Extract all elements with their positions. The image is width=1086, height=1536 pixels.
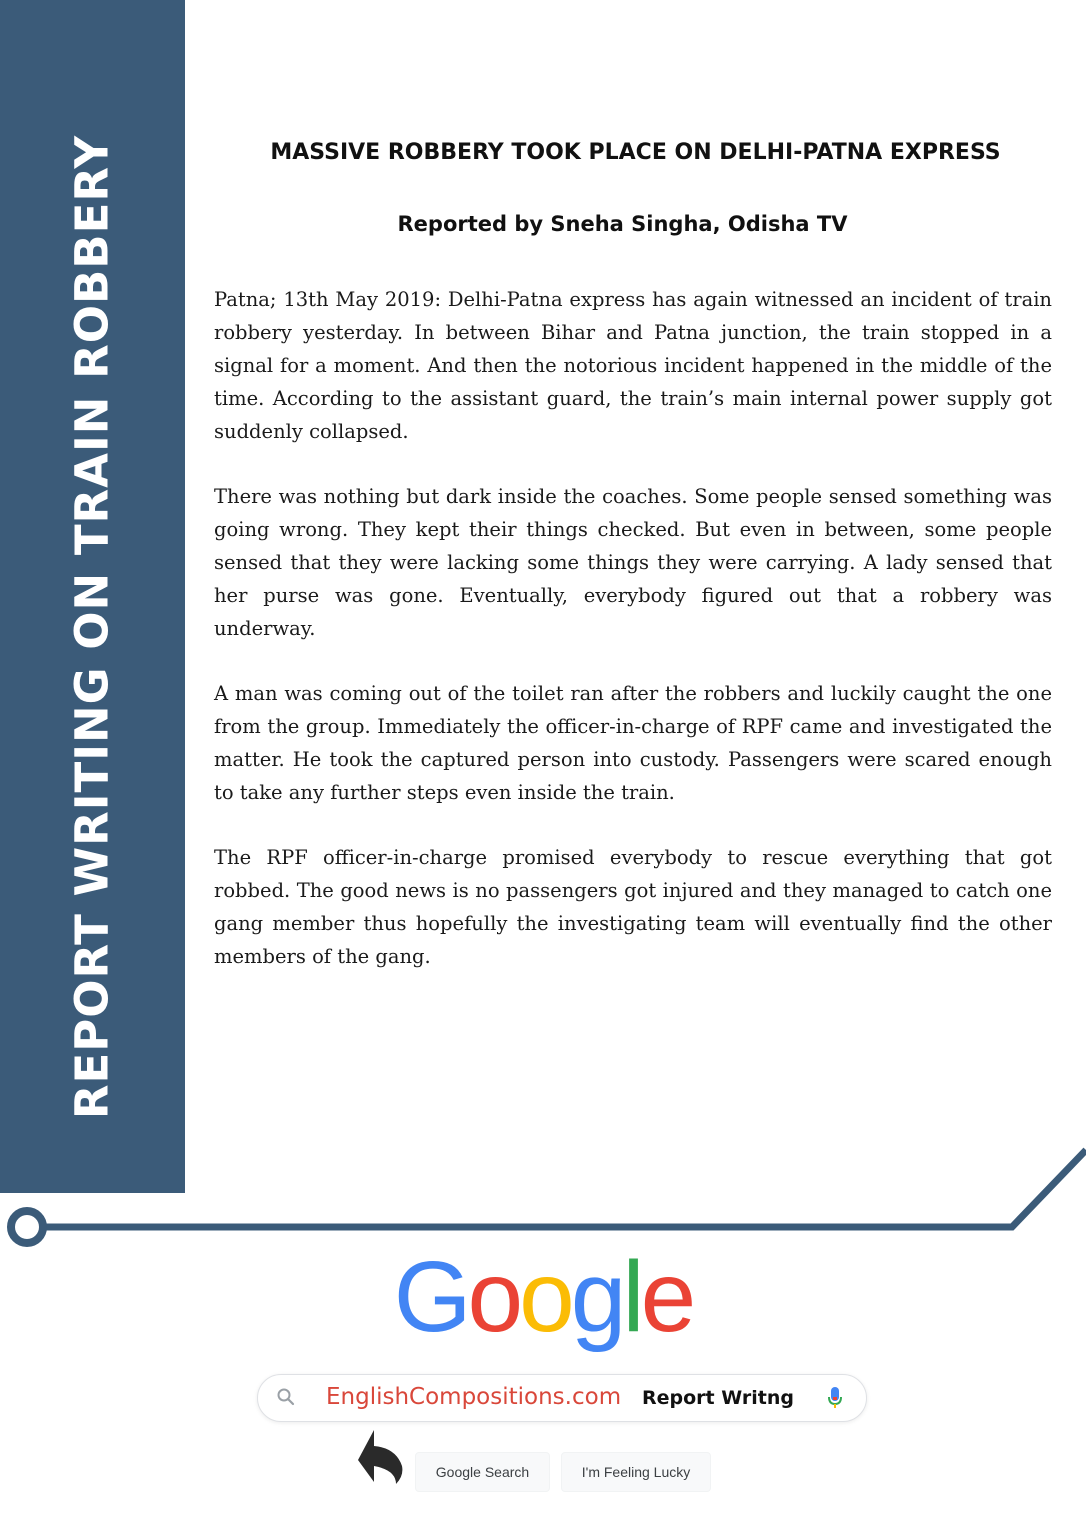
logo-letter: e (640, 1241, 693, 1353)
mic-icon[interactable] (826, 1386, 844, 1412)
logo-letter: o (519, 1241, 571, 1353)
google-logo (0, 1242, 1086, 1352)
search-icon (276, 1387, 296, 1407)
sidebar-title: REPORT WRITING ON TRAIN ROBBERY (65, 134, 119, 1120)
report-paragraph: Patna; 13th May 2019: Delhi-Patna express has again witnessed an incident of train robbery yesterday. In between Bihar and Patna junction, the train stopped in a signal for a moment. And then the notorious incident happened in the middle of the time. According to the assistant guard, the train’s main internal power supply got suddenly collapsed. (214, 288, 1052, 443)
report-paragraph: The RPF officer-in-charge promised everybody to rescue everything that got robbed. The good news is no passengers got injured and they managed to catch one gang member thus hopefully the investigating team will eventually find the other members of the gang. (214, 846, 1052, 968)
feeling-lucky-button[interactable]: I'm Feeling Lucky (561, 1452, 711, 1492)
google-search-button[interactable]: Google Search (415, 1452, 550, 1492)
decorative-connector-line (46, 1150, 1086, 1227)
search-input[interactable] (257, 1374, 867, 1422)
logo-letter: g (570, 1241, 623, 1353)
report-headline: MASSIVE ROBBERY TOOK PLACE ON DELHI-PATNA EXPRESS (270, 140, 1001, 165)
report-paragraph: There was nothing but dark inside the coaches. Some people sensed something was going wrong. They kept their things checked. But even in between, some people sensed that they were lacking some things they were carrying. A lady sensed that her purse was gone. Eventually, everybody figured out that a robbery was underway. (214, 485, 1052, 640)
logo-letter: G (393, 1241, 468, 1353)
decorative-ring-icon (11, 1211, 43, 1243)
search-query-text: Report Writng (642, 1387, 794, 1409)
logo-letter: o (467, 1241, 520, 1353)
logo-letter: l (622, 1241, 641, 1353)
report-byline: Reported by Sneha Singha, Odisha TV (397, 212, 848, 236)
curved-arrow-icon (350, 1426, 408, 1486)
report-body (214, 283, 1052, 1005)
report-paragraph: A man was coming out of the toilet ran after the robbers and luckily caught the one from the group. Immediately the officer-in-charge of RPF came and investigated the matter. He took the captured person into custody. Passengers were scared enough to take any further steps even inside the train. (214, 682, 1052, 804)
search-site-text: EnglishCompositions.com (326, 1384, 622, 1410)
